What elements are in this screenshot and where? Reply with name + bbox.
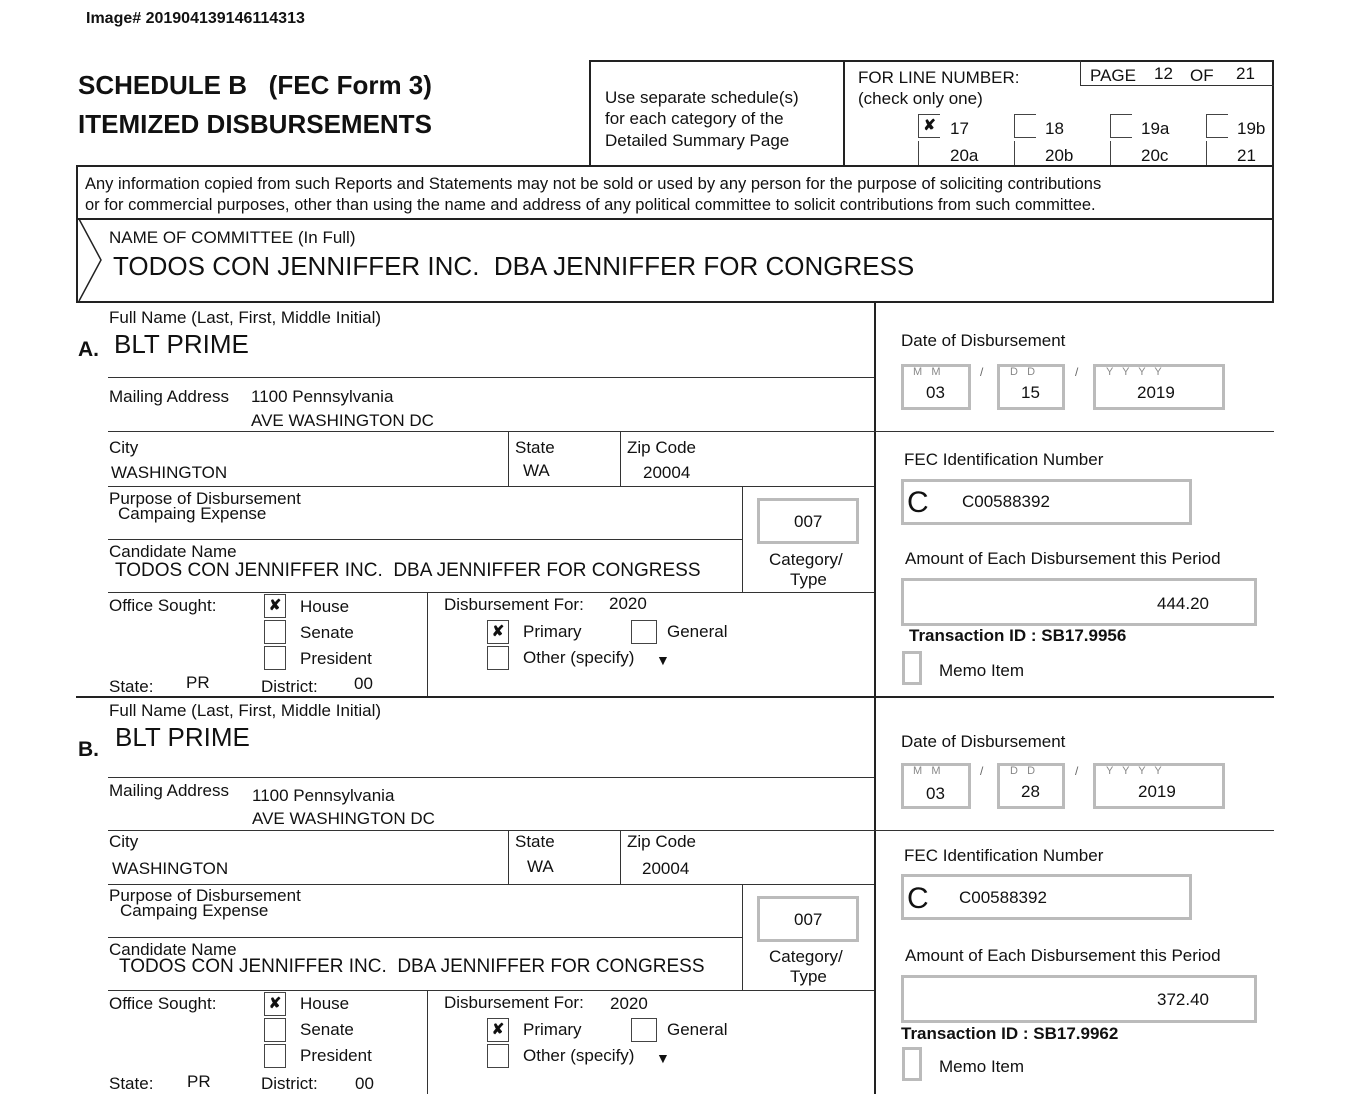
fec-id-value: C00588392	[962, 492, 1050, 511]
notice-line-1: Any information copied from such Reports and Statements may not be sold or used by any person for the purpose of soliciting contributions	[85, 175, 1102, 193]
line-20c-checkbox[interactable]	[1110, 141, 1132, 165]
candidate-state-value: PR	[187, 1072, 211, 1091]
category-value: 007	[794, 910, 823, 929]
office-president-label: President	[300, 649, 372, 668]
zip-value: 20004	[642, 859, 690, 878]
transaction-id: Transaction ID : SB17.9962	[901, 1024, 1119, 1043]
memo-item-label: Memo Item	[939, 1057, 1025, 1076]
payee-name: BLT PRIME	[114, 329, 249, 359]
yyyy-ticks: Y Y Y Y	[1106, 765, 1162, 777]
line-17-label: 17	[950, 119, 969, 138]
entry-letter: B.	[78, 738, 99, 761]
date-year: 2019	[1137, 383, 1175, 402]
candidate-name-value: TODOS CON JENNIFFER INC. DBA JENNIFFER FOR CONGRESS	[119, 956, 705, 977]
office-sought-label: Office Sought:	[109, 596, 217, 615]
yyyy-ticks: Y Y Y Y	[1106, 366, 1162, 378]
district-value: 00	[355, 1074, 374, 1093]
date-label: Date of Disbursement	[901, 732, 1066, 751]
form-subtitle: ITEMIZED DISBURSEMENTS	[78, 109, 432, 139]
general-label: General	[667, 622, 728, 641]
office-senate-checkbox[interactable]	[264, 620, 286, 644]
candidate-state-label: State:	[109, 1074, 154, 1093]
date-day: 15	[1021, 383, 1040, 402]
dd-ticks: D D	[1010, 366, 1036, 378]
office-house-label: House	[300, 994, 350, 1013]
other-checkbox[interactable]	[487, 1044, 509, 1068]
line-21-checkbox[interactable]	[1206, 141, 1228, 165]
mailing-address-label: Mailing Address	[109, 387, 230, 406]
category-label-2: Type	[790, 967, 827, 986]
date-label: Date of Disbursement	[901, 331, 1066, 350]
line-19b-label: 19b	[1237, 119, 1266, 138]
office-sought-label: Office Sought:	[109, 994, 217, 1013]
candidate-name-label: Candidate Name	[109, 542, 237, 561]
district-label: District:	[261, 1074, 318, 1093]
city-label: City	[109, 438, 139, 457]
dd-ticks: D D	[1010, 765, 1036, 777]
primary-label: Primary	[523, 622, 582, 641]
rule	[108, 592, 874, 593]
line-20a-checkbox[interactable]	[918, 141, 940, 165]
address-line-2: AVE WASHINGTON DC	[252, 809, 435, 828]
transaction-id: Transaction ID : SB17.9956	[909, 626, 1127, 645]
amount-value: 444.20	[1157, 594, 1209, 613]
date-year: 2019	[1138, 782, 1176, 801]
general-checkbox[interactable]	[631, 620, 657, 644]
city-value: WASHINGTON	[112, 859, 229, 878]
category-label-2: Type	[790, 570, 827, 589]
office-president-label: President	[300, 1046, 372, 1065]
rule	[108, 884, 874, 885]
election-year: 2020	[610, 994, 648, 1013]
office-senate-label: Senate	[300, 1020, 354, 1039]
line-20b-checkbox[interactable]	[1014, 141, 1036, 165]
fec-id-prefix: C	[907, 486, 929, 519]
column-divider	[874, 303, 876, 1094]
notice-divider	[76, 218, 1274, 220]
committee-arrow-icon	[77, 219, 103, 301]
rule	[427, 990, 428, 1094]
date-slash: /	[980, 365, 984, 379]
mm-ticks: M M	[913, 366, 941, 378]
primary-checkbox[interactable]: ✘	[487, 620, 509, 644]
date-slash: /	[980, 764, 984, 778]
rule	[742, 486, 743, 592]
state-label: State	[515, 832, 555, 851]
fec-id-value: C00588392	[959, 888, 1047, 907]
line-20b-label: 20b	[1045, 146, 1074, 165]
memo-item-checkbox[interactable]	[902, 651, 922, 685]
purpose-label: Purpose of Disbursement	[109, 886, 301, 905]
date-month: 03	[926, 784, 945, 803]
city-label: City	[109, 832, 139, 851]
date-slash: /	[1075, 764, 1079, 778]
other-label: Other (specify)	[523, 648, 635, 667]
category-value: 007	[794, 512, 823, 531]
image-id: Image# 201904139146114313	[86, 10, 305, 27]
rule	[108, 431, 874, 432]
other-label: Other (specify)	[523, 1046, 635, 1065]
rule	[108, 377, 874, 378]
office-house-checkbox[interactable]: ✘	[264, 992, 286, 1016]
full-name-label: Full Name (Last, First, Middle Initial)	[109, 701, 382, 720]
disbursement-for-label: Disbursement For:	[444, 595, 584, 614]
zip-label: Zip Code	[627, 832, 696, 851]
purpose-label: Purpose of Disbursement	[109, 489, 301, 508]
page-number: 12	[1154, 64, 1173, 83]
fec-id-label: FEC Identification Number	[904, 450, 1104, 469]
line-18-checkbox[interactable]	[1014, 114, 1036, 138]
mm-ticks: M M	[913, 765, 941, 777]
line-20c-label: 20c	[1141, 146, 1169, 165]
separate-note-3: Detailed Summary Page	[605, 131, 790, 150]
committee-name: TODOS CON JENNIFFER INC. DBA JENNIFFER FOR CONGRESS	[113, 251, 915, 281]
candidate-name-value: TODOS CON JENNIFFER INC. DBA JENNIFFER FOR CONGRESS	[115, 560, 701, 581]
of-label: OF	[1190, 66, 1214, 85]
zip-value: 20004	[643, 463, 691, 482]
amount-value: 372.40	[1157, 990, 1209, 1009]
rule	[108, 830, 874, 831]
category-label-1: Category/	[769, 550, 843, 569]
office-senate-checkbox[interactable]	[264, 1018, 286, 1042]
rule	[427, 592, 428, 696]
form-title: SCHEDULE B (FEC Form 3)	[78, 70, 432, 100]
purpose-value: Campaing Expense	[120, 901, 269, 920]
separate-note-1: Use separate schedule(s)	[605, 88, 799, 107]
candidate-state-value: PR	[186, 673, 210, 692]
committee-label: NAME OF COMMITTEE (In Full)	[109, 228, 356, 247]
rule	[108, 937, 742, 938]
page-label: PAGE	[1090, 66, 1136, 85]
city-value: WASHINGTON	[111, 463, 228, 482]
header-divider	[843, 60, 845, 166]
rule	[620, 830, 621, 884]
candidate-name-label: Candidate Name	[109, 940, 237, 959]
entry-divider	[76, 696, 1274, 698]
amount-label: Amount of Each Disbursement this Period	[905, 946, 1221, 965]
office-senate-label: Senate	[300, 623, 354, 642]
mailing-address-label: Mailing Address	[109, 781, 230, 800]
rule	[874, 431, 1274, 432]
primary-label: Primary	[523, 1020, 582, 1039]
line-19b-checkbox[interactable]	[1206, 114, 1228, 138]
state-value: WA	[527, 857, 554, 876]
category-label-1: Category/	[769, 947, 843, 966]
rule	[108, 777, 874, 778]
rule	[108, 486, 874, 487]
memo-item-checkbox[interactable]	[902, 1047, 922, 1081]
address-line-1: 1100 Pennsylvania	[252, 786, 395, 805]
entry-letter: A.	[78, 338, 99, 361]
disbursement-for-label: Disbursement For:	[444, 993, 584, 1012]
candidate-state-label: State:	[109, 677, 154, 696]
election-year: 2020	[609, 594, 647, 613]
office-president-checkbox[interactable]	[264, 646, 286, 670]
state-value: WA	[523, 461, 550, 480]
line-17-checkbox[interactable]: ✘	[918, 114, 940, 138]
district-label: District:	[261, 677, 318, 696]
date-month: 03	[926, 383, 945, 402]
line-21-label: 21	[1237, 146, 1256, 165]
rule	[108, 539, 742, 540]
line-18-label: 18	[1045, 119, 1064, 138]
general-checkbox[interactable]	[631, 1018, 657, 1042]
memo-item-label: Memo Item	[939, 661, 1025, 680]
arrow-down-icon: ▼	[656, 1050, 670, 1066]
primary-checkbox[interactable]: ✘	[487, 1018, 509, 1042]
check-only-one: (check only one)	[858, 89, 983, 108]
address-line-2: AVE WASHINGTON DC	[251, 411, 434, 430]
rule	[508, 431, 509, 486]
general-label: General	[667, 1020, 728, 1039]
fec-id-label: FEC Identification Number	[904, 846, 1104, 865]
office-house-checkbox[interactable]: ✘	[264, 594, 286, 618]
zip-label: Zip Code	[627, 438, 696, 457]
rule	[742, 884, 743, 990]
line-19a-label: 19a	[1141, 119, 1170, 138]
rule	[620, 431, 621, 486]
line-19a-checkbox[interactable]	[1110, 114, 1132, 138]
state-label: State	[515, 438, 555, 457]
other-checkbox[interactable]	[487, 646, 509, 670]
date-slash: /	[1075, 365, 1079, 379]
line-number-label: FOR LINE NUMBER:	[858, 68, 1020, 87]
full-name-label: Full Name (Last, First, Middle Initial)	[109, 308, 382, 327]
payee-name: BLT PRIME	[115, 722, 250, 752]
fec-id-prefix: C	[907, 882, 929, 915]
rule	[874, 830, 1274, 831]
district-value: 00	[354, 674, 373, 693]
page-total: 21	[1236, 64, 1255, 83]
address-line-1: 1100 Pennsylvania	[251, 387, 394, 406]
rule	[108, 990, 874, 991]
office-house-label: House	[300, 597, 350, 616]
arrow-down-icon: ▼	[656, 652, 670, 668]
notice-line-2: or for commercial purposes, other than using the name and address of any political committee to solicit contributions from such committee.	[85, 196, 1096, 214]
line-20a-label: 20a	[950, 146, 979, 165]
separate-note-2: for each category of the	[605, 109, 784, 128]
purpose-value: Campaing Expense	[118, 504, 267, 523]
amount-label: Amount of Each Disbursement this Period	[905, 549, 1221, 568]
rule	[508, 830, 509, 884]
date-day: 28	[1021, 782, 1040, 801]
office-president-checkbox[interactable]	[264, 1044, 286, 1068]
